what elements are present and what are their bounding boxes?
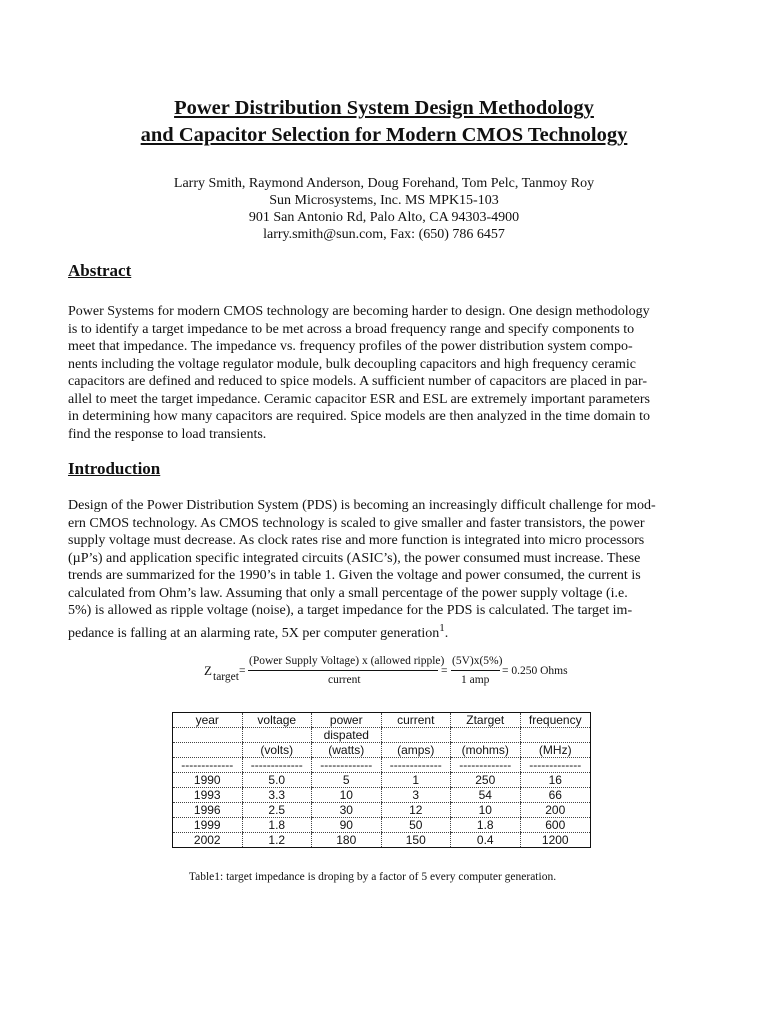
- table-header-cell: [381, 728, 451, 743]
- table-cell: 1990: [173, 773, 243, 788]
- table-cell: 1.8: [242, 818, 312, 833]
- table-cell: 12: [381, 803, 451, 818]
- equation-numerator-1: (Power Supply Voltage) x (allowed ripple): [249, 655, 445, 667]
- paper-title-line-1: Power Distribution System Design Methodology: [174, 97, 594, 119]
- table-unit-cell: (watts): [312, 743, 382, 758]
- table-unit-cell: [173, 743, 243, 758]
- table-cell: 180: [312, 833, 382, 848]
- table-cell: 16: [520, 773, 591, 788]
- table-cell: 66: [520, 788, 591, 803]
- introduction-heading: Introduction: [68, 459, 161, 478]
- table-cell: 2.5: [242, 803, 312, 818]
- table-cell: 54: [451, 788, 521, 803]
- table-cell: 10: [451, 803, 521, 818]
- table-cell: 600: [520, 818, 591, 833]
- table-header-cell: dispated: [312, 728, 382, 743]
- table-cell: 5: [312, 773, 382, 788]
- abstract-paragraph: [68, 303, 708, 443]
- footnote-marker: 1: [439, 621, 445, 634]
- equation-result: = 0.250 Ohms: [502, 665, 568, 677]
- table-row: [173, 773, 591, 788]
- introduction-last-line-text: pedance is falling at an alarming rate, 5X per computer generation: [68, 625, 440, 641]
- introduction-line: trends are summarized for the 1990’s in table 1. Given the voltage and power consumed, the current is: [68, 568, 641, 583]
- table-cell: 3: [381, 788, 451, 803]
- equation-fraction-bar-2: [451, 670, 500, 671]
- introduction-line: Design of the Power Distribution System (PDS) is becoming an increasingly difficult challenge for mod-: [68, 498, 656, 513]
- table-header-row-2: [173, 728, 591, 743]
- table-row: [173, 833, 591, 848]
- table-header-cell: [173, 728, 243, 743]
- table-row: [173, 788, 591, 803]
- introduction-last-line: [68, 620, 708, 643]
- introduction-last-line-end: .: [444, 625, 449, 641]
- table-unit-cell: (volts): [242, 743, 312, 758]
- table-cell: 2002: [173, 833, 243, 848]
- table-header-cell: [520, 728, 591, 743]
- abstract-line: find the response to load transients.: [68, 426, 267, 442]
- target-impedance-table: [172, 712, 591, 848]
- equation-equals-2: =: [441, 665, 448, 677]
- table-dash-cell: -------------: [520, 758, 591, 773]
- table-header-row: [173, 713, 591, 728]
- table-row: [173, 803, 591, 818]
- table-cell: 250: [451, 773, 521, 788]
- paper-title-line-2: and Capacitor Selection for Modern CMOS Technology: [140, 124, 628, 146]
- table-dash-row: [173, 758, 591, 773]
- equation-denominator-1: current: [328, 674, 361, 686]
- equation-z: Z: [204, 663, 212, 678]
- table-dash-cell: -------------: [381, 758, 451, 773]
- table-cell: 1993: [173, 788, 243, 803]
- table-dash-cell: -------------: [451, 758, 521, 773]
- table-header-cell: year: [173, 713, 243, 728]
- introduction-line: ern CMOS technology. As CMOS technology is scaled to give smaller and faster transistors, the power: [68, 515, 645, 531]
- table-cell: 30: [312, 803, 382, 818]
- author-contact: larry.smith@sun.com, Fax: (650) 786 6457: [263, 227, 505, 242]
- author-address: 901 San Antonio Rd, Palo Alto, CA 94303-4900: [248, 210, 520, 225]
- introduction-line: 5%) is allowed as ripple voltage (noise), a target impedance for the PDS is calculated. The target im-: [68, 603, 633, 618]
- table-dash-cell: -------------: [312, 758, 382, 773]
- author-names: Larry Smith, Raymond Anderson, Doug Forehand, Tom Pelc, Tanmoy Roy: [173, 176, 595, 191]
- table-header-cell: voltage: [242, 713, 312, 728]
- table-caption: Table1: target impedance is droping by a factor of 5 every computer generation.: [188, 871, 557, 883]
- table-cell: 50: [381, 818, 451, 833]
- table-cell: 5.0: [242, 773, 312, 788]
- table-cell: 1996: [173, 803, 243, 818]
- table-header-cell: Ztarget: [451, 713, 521, 728]
- table-header-cell: power: [312, 713, 382, 728]
- table-cell: 1: [381, 773, 451, 788]
- table-cell: 10: [312, 788, 382, 803]
- table-unit-cell: (MHz): [520, 743, 591, 758]
- table-cell: 150: [381, 833, 451, 848]
- table-header-cell: [242, 728, 312, 743]
- table-cell: 1.2: [242, 833, 312, 848]
- table-dash-cell: -------------: [242, 758, 312, 773]
- abstract-line: meet that impedance. The impedance vs. frequency profiles of the power distribution system compo-: [68, 339, 633, 354]
- introduction-line: supply voltage must decrease. As clock rates rise and more function is integrated into micro processors: [68, 533, 645, 548]
- table-cell: 90: [312, 818, 382, 833]
- introduction-line: (µP’s) and application specific integrated circuits (ASIC’s), the power consumed must increase. These: [68, 550, 641, 566]
- table-row: [173, 818, 591, 833]
- abstract-line: capacitors are defined and reduced to spice models. A sufficient number of capacitors are placed in par-: [68, 374, 648, 389]
- table-unit-cell: (amps): [381, 743, 451, 758]
- author-affiliation: Sun Microsystems, Inc. MS MPK15-103: [269, 193, 499, 208]
- table-unit-cell: (mohms): [451, 743, 521, 758]
- table-cell: 1200: [520, 833, 591, 848]
- table-units-row: [173, 743, 591, 758]
- table-cell: 3.3: [242, 788, 312, 803]
- table-cell: 1.8: [451, 818, 521, 833]
- abstract-line: Power Systems for modern CMOS technology are becoming harder to design. One design methodology: [68, 304, 650, 319]
- table-header-cell: [451, 728, 521, 743]
- abstract-line: nents including the voltage regulator module, bulk decoupling capacitors and high frequency ceramic: [68, 356, 636, 372]
- abstract-heading: Abstract: [68, 261, 132, 280]
- table-cell: 1999: [173, 818, 243, 833]
- table-dash-cell: -------------: [173, 758, 243, 773]
- equation-fraction-bar-1: [248, 670, 438, 671]
- introduction-line: calculated from Ohm’s law. Assuming that only a small percentage of the power supply voltage (i.e.: [68, 585, 628, 601]
- equation-z-subscript: target: [213, 671, 239, 683]
- abstract-line: in determining how many capacitors are required. Spice models are then analyzed in the time domain to: [68, 409, 650, 424]
- table-cell: 200: [520, 803, 591, 818]
- equation-denominator-2: 1 amp: [461, 674, 490, 686]
- table-header-cell: current: [381, 713, 451, 728]
- table-cell: 0.4: [451, 833, 521, 848]
- table-header-cell: frequency: [520, 713, 591, 728]
- abstract-line: allel to meet the target impedance. Ceramic capacitor ESR and ESL are extremely important parameters: [68, 391, 650, 407]
- introduction-paragraph: [68, 497, 708, 642]
- equation-equals-1: =: [239, 665, 246, 677]
- abstract-line: is to identify a target impedance to be met across a broad frequency range and specify components to: [68, 321, 635, 337]
- equation-numerator-2: (5V)x(5%): [452, 655, 503, 667]
